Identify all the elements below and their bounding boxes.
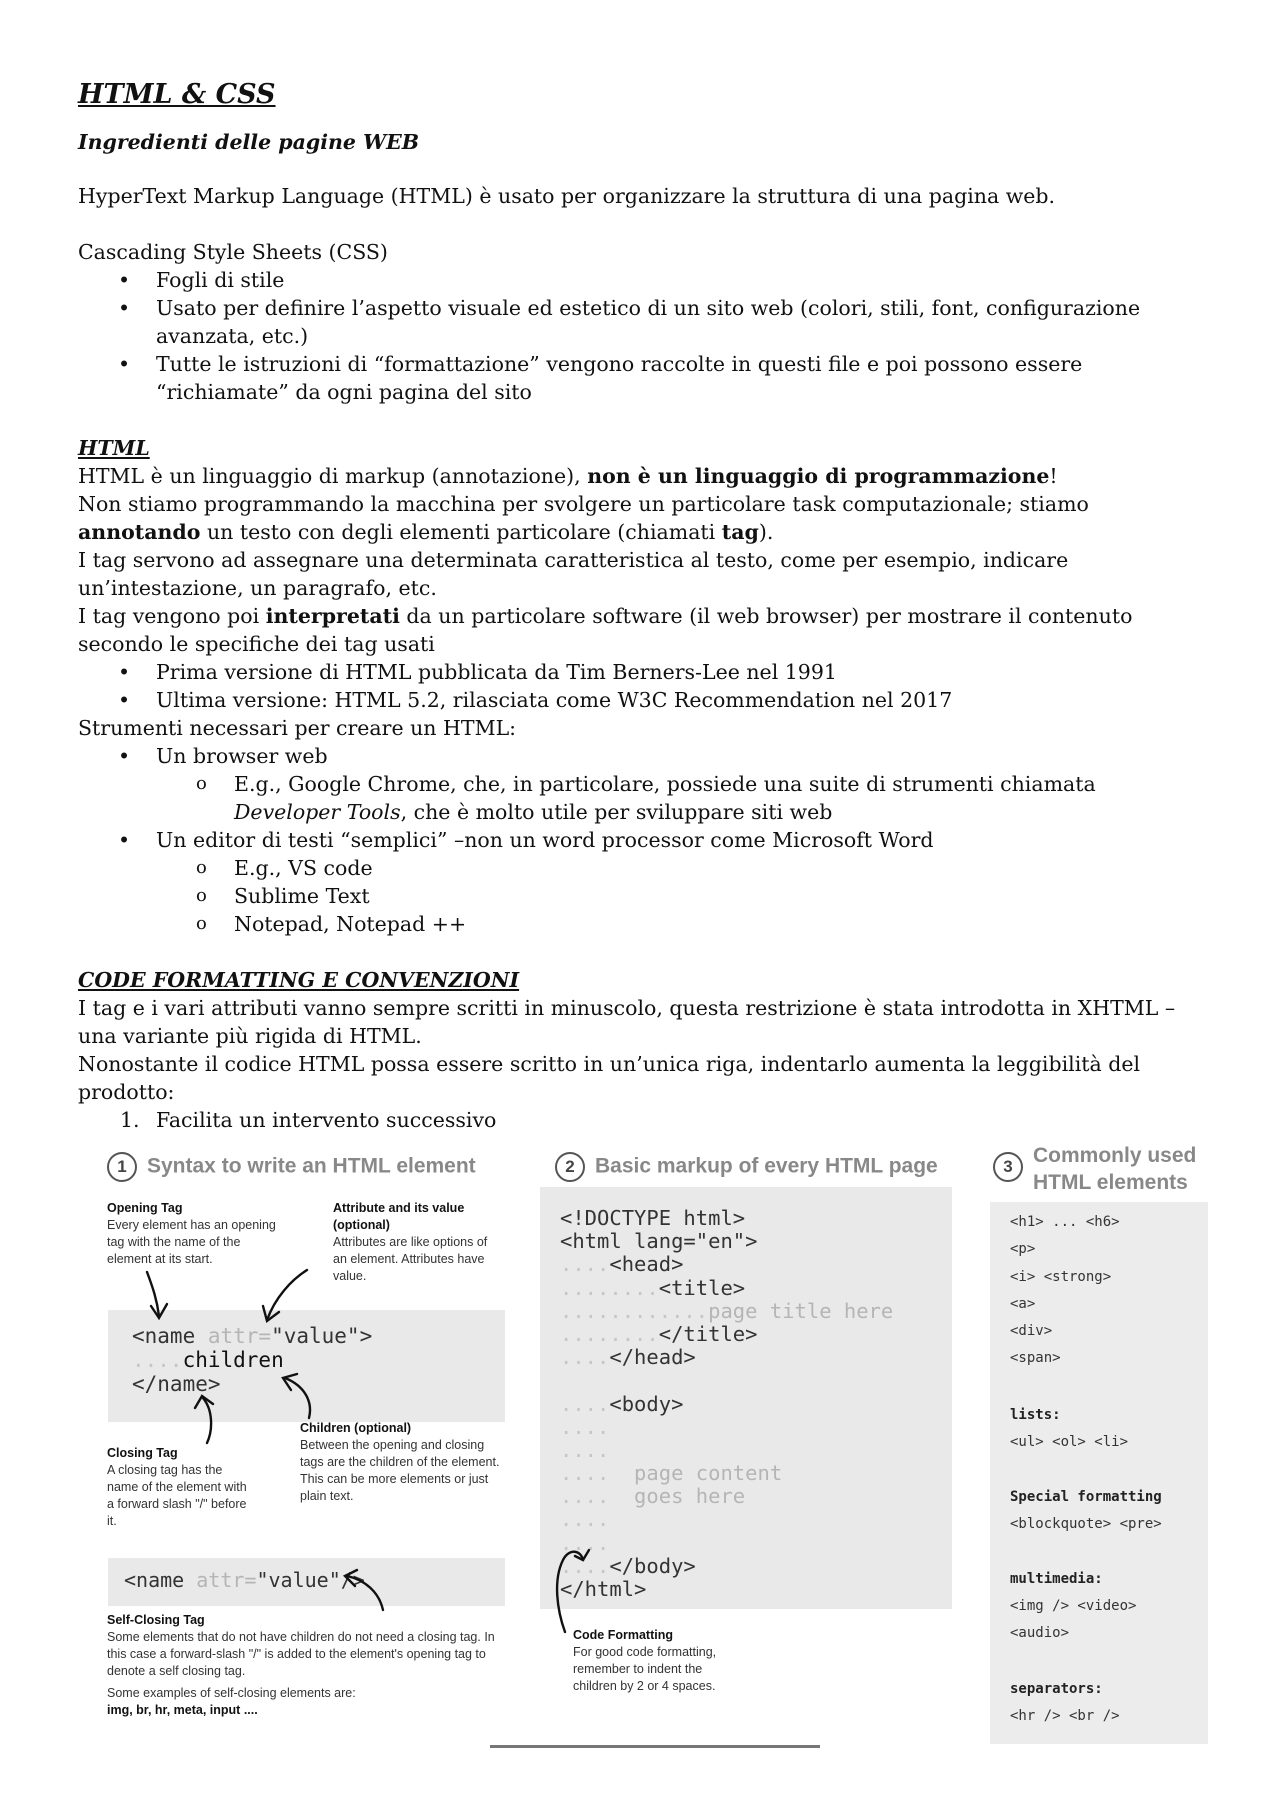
code-line: ....: [560, 1530, 610, 1555]
sub-list-item: o Notepad, Notepad ++: [156, 910, 1208, 938]
code-line: .... goes here: [560, 1484, 746, 1509]
page-subtitle: Ingredienti delle pagine WEB: [78, 130, 420, 154]
self-closing-code: <name attr="value"/>: [108, 1558, 505, 1606]
code-line: ....: [560, 1507, 610, 1532]
html-paragraph-3: I tag servono ad assegnare una determinata caratteristica al testo, come per esempio, indicare un’intestazione, un paragrafo, etc.: [78, 548, 1069, 600]
children-label: Children (optional) Between the opening and closing tags are the children of the element. This can be more elements or just plain text.: [300, 1421, 500, 1503]
element-item: <img /> <video>: [1010, 1598, 1137, 1614]
panel3-title: 3 Commonly used HTML elements: [993, 1142, 1196, 1196]
html-paragraph-1: HTML è un linguaggio di markup (annotazione), non è un linguaggio di programmazione!: [78, 464, 1058, 488]
code-line: .... page content: [560, 1461, 783, 1486]
element-category: Special formatting: [1010, 1489, 1162, 1505]
code-line: ....</head>: [560, 1345, 696, 1370]
arrow-self-closing: [347, 1576, 383, 1610]
element-item: <blockquote> <pre>: [1010, 1516, 1162, 1532]
element-item: <span>: [1010, 1350, 1061, 1366]
step-number-badge: 2: [555, 1152, 585, 1182]
list-item: • Un browser web o E.g., Google Chrome, che, in particolare, possiede una suite di strumenti chiamata Developer Tools, che è molto utile per sviluppare siti web: [78, 742, 1208, 826]
closing-tag-label: Closing Tag A closing tag has the name of the element with a forward slash "/" before it.: [107, 1446, 247, 1528]
divider-line: [490, 1745, 820, 1748]
sub-list-item: o E.g., VS code: [156, 854, 1208, 882]
element-item: <p>: [1010, 1241, 1036, 1257]
element-category: multimedia:: [1010, 1571, 1103, 1587]
html-version-list: [78, 658, 1208, 714]
arrow-code-formatting: [557, 1552, 583, 1632]
arrow-attribute: [267, 1270, 307, 1320]
element-item: <hr /> <br />: [1010, 1708, 1120, 1724]
list-item: • Tutte le istruzioni di “formattazione” vengono raccolte in questi file e poi possono essere “richiamate” da ogni pagina del sito: [78, 350, 1208, 406]
element-item: <ul> <ol> <li>: [1010, 1434, 1129, 1450]
code-line: ........</title>: [560, 1321, 758, 1346]
element-item: <i> <strong>: [1010, 1269, 1112, 1285]
code-line: ....</body>: [560, 1553, 696, 1578]
panel2-title: 2 Basic markup of every HTML page: [555, 1152, 938, 1182]
code-formatting-label: Code Formatting For good code formatting, remember to indent the children by 2 or 4 spaces.: [573, 1628, 717, 1693]
opening-tag-label: Opening Tag Every element has an opening tag with the name of the element at its start.: [107, 1201, 276, 1266]
list-item: • Usato per definire l’aspetto visuale ed estetico di un sito web (colori, stili, font, configurazione avanzata, etc.): [78, 294, 1208, 350]
self-closing-label: Self-Closing Tag Some elements that do not have children do not need a closing tag. In this case a forward-slash "/" is added to the element's opening tag to denote a self closing tag.: [107, 1613, 495, 1678]
step-number-badge: 1: [107, 1152, 137, 1182]
formatting-paragraph-2: Nonostante il codice HTML possa essere scritto in un’unica riga, indentarlo aumenta la leggibilità del prodotto:: [78, 1052, 1141, 1104]
sub-list-item: o Sublime Text: [156, 882, 1208, 910]
html-infographic: [95, 1140, 1215, 1760]
html-paragraph-4: I tag vengono poi interpretati da un particolare software (il web browser) per mostrare il contenuto secondo le specifiche dei tag usati: [78, 604, 1133, 656]
code-line: ....<body>: [560, 1391, 684, 1416]
sub-list-item: o E.g., Google Chrome, che, in particolare, possiede una suite di strumenti chiamata Developer Tools, che è molto utile per sviluppare siti web: [156, 770, 1208, 826]
tools-intro: Strumenti necessari per creare un HTML:: [78, 716, 517, 740]
annotation-arrows: [95, 1140, 1215, 1760]
list-item: • Ultima versione: HTML 5.2, rilasciata come W3C Recommendation nel 2017: [78, 686, 1208, 714]
html-section-heading: HTML: [78, 436, 150, 460]
list-item: • Fogli di stile: [78, 266, 1208, 294]
page-title: HTML & CSS: [78, 79, 276, 110]
arrow-children: [285, 1378, 310, 1418]
code-line: ....<head>: [560, 1252, 684, 1277]
code-line: </html>: [560, 1577, 647, 1601]
list-item: 1. Facilita un intervento successivo: [120, 1108, 497, 1132]
arrow-head: [195, 1396, 213, 1408]
css-heading: Cascading Style Sheets (CSS): [78, 240, 388, 264]
css-bullet-list: [78, 266, 1208, 406]
element-category: separators:: [1010, 1681, 1103, 1697]
step-number-badge: 3: [993, 1152, 1023, 1182]
self-closing-examples: Some examples of self-closing elements are: img, br, hr, meta, input ....: [107, 1686, 356, 1717]
code-line: <html lang="en">: [560, 1229, 758, 1254]
tools-list: [78, 742, 1208, 938]
intro-paragraph: HyperText Markup Language (HTML) è usato per organizzare la struttura di una pagina web.: [78, 184, 1056, 208]
document-body: [78, 78, 1208, 1134]
formatting-list: [78, 1106, 1208, 1134]
element-item: <audio>: [1010, 1625, 1070, 1641]
arrow-closing-tag: [203, 1398, 211, 1443]
panel1-title: 1 Syntax to write an HTML element: [107, 1152, 476, 1182]
formatting-heading: CODE FORMATTING E CONVENZIONI: [78, 968, 520, 992]
formatting-paragraph-1: I tag e i vari attributi vanno sempre scritti in minuscolo, questa restrizione è stata introdotta in XHTML – una variante più rigida di HTML.: [78, 996, 1176, 1048]
element-syntax-code: <name attr="value"> ....children </name>: [108, 1310, 505, 1422]
element-item: <a>: [1010, 1296, 1036, 1312]
attribute-label: Attribute and its value (optional) Attributes are like options of an element. Attributes have value.: [333, 1201, 488, 1283]
element-item: <div>: [1010, 1323, 1053, 1339]
code-line: ....: [560, 1414, 610, 1439]
code-line: <!DOCTYPE html>: [560, 1206, 746, 1230]
list-item: • Un editor di testi “semplici” –non un word processor come Microsoft Word o E.g., VS code o Sublime Text o Notepad, Notepad ++: [78, 826, 1208, 938]
html-paragraph-2: Non stiamo programmando la macchina per svolgere un particolare task computazionale; stiamo annotando un testo con degli elementi particolare (chiamati tag).: [78, 492, 1089, 544]
code-line: ........<title>: [560, 1275, 746, 1300]
element-category: lists:: [1010, 1407, 1061, 1423]
code-line: ............page title here: [560, 1298, 894, 1323]
element-item: <h1> ... <h6>: [1010, 1214, 1120, 1230]
list-item: • Prima versione di HTML pubblicata da Tim Berners-Lee nel 1991: [78, 658, 1208, 686]
code-line: ....: [560, 1437, 610, 1462]
